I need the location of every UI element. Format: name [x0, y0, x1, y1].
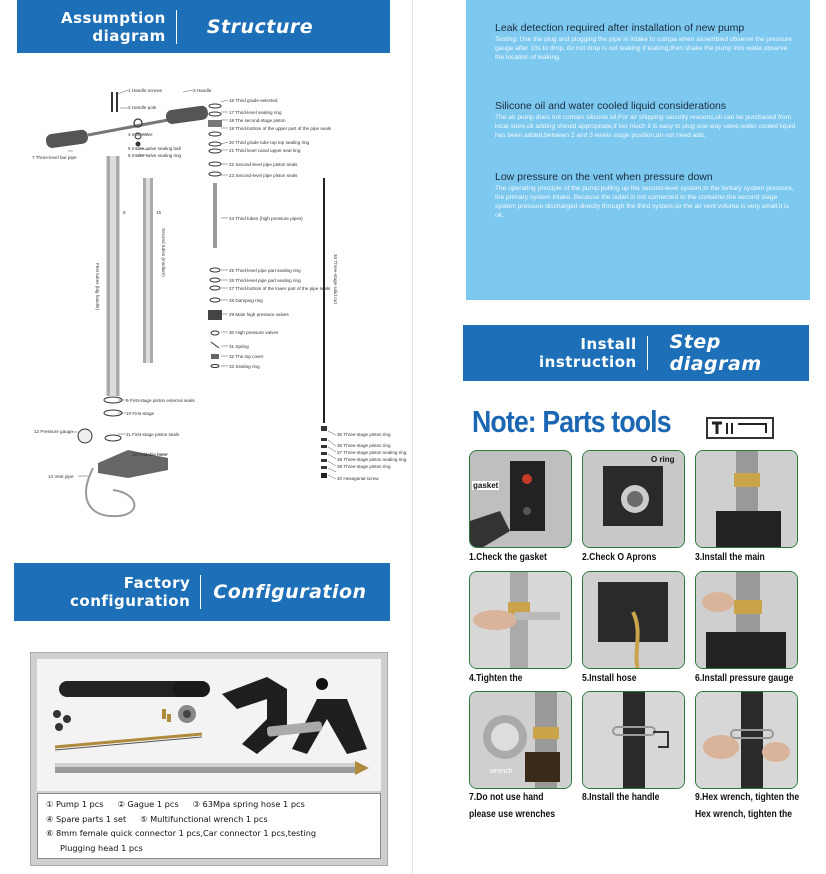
diagram-label: 37 Three-stage piston sealing ring [337, 450, 407, 455]
spacer [495, 62, 796, 92]
config-item: ⑥ 8mm female quick connector 1 pcs,Car connector 1 pcs,testing [46, 828, 317, 838]
config-row [46, 826, 372, 841]
diagram-label: 20 Third grade tube top top sealing ring [229, 140, 310, 145]
diagram-label: 17 Third-level sealing ring [229, 110, 282, 115]
parts-photo [37, 659, 381, 791]
install-step [582, 571, 685, 689]
configuration-banner-subtitle [70, 574, 190, 610]
diagram-label: 3 Handle [193, 88, 212, 93]
diagram-label: 30 High pressure valves [229, 330, 279, 335]
step-photo [695, 450, 798, 548]
diagram-label: 27 Third-bottom of the lower part of the pipe seals [229, 286, 331, 291]
foldable-base-part [222, 677, 287, 754]
step-photo [695, 571, 798, 669]
banner-divider [176, 10, 177, 44]
diagram-label: 29 Main high pressure valves [229, 312, 289, 317]
diagram-label: 4 Inlet valve [128, 132, 153, 137]
gasket-photo-label: gasket [473, 481, 499, 490]
step-diagram-banner [463, 325, 809, 381]
diagram-label: 24 Third tubes (high pressure pipes) [229, 216, 303, 221]
diagram-label: 8 [123, 210, 126, 215]
configuration-banner [14, 563, 390, 621]
exploded-structure-diagram [18, 78, 407, 548]
wrench-photo-label: wrench [490, 768, 513, 775]
diagram-label: 23 Second-level pipe piston seals [229, 173, 298, 178]
diagram-label: 38 Three-stage piston sealing ring [337, 457, 407, 462]
configuration-sub-line2: configuration [70, 592, 191, 610]
diagram-label: 32 The top cover [229, 354, 264, 359]
notice-text: Testing: Use the plug and plugging the pipe in intake to compa when assembled observe the pressure gauge after 10s to drop, do not drop is not leaking if leaking,then shake the pump into water,observe the location of leaking. [495, 36, 792, 62]
hose-part [55, 734, 202, 747]
step-photo [469, 691, 572, 789]
config-row [46, 797, 372, 812]
install-steps-grid [469, 450, 809, 840]
notice-heading: Silicone oil and water cooled liquid considerations [495, 100, 727, 113]
config-item: ④ Spare parts 1 set [46, 813, 127, 824]
banner-divider [200, 575, 201, 609]
install-step [469, 571, 572, 689]
config-row [46, 841, 372, 856]
diagram-label: 22 Second-level pipe piston seals [229, 162, 298, 167]
diagram-label: 15 [156, 210, 162, 215]
diagram-label: 12 Pressure gauge [34, 429, 73, 434]
config-item: ① Pump 1 pcs [46, 799, 104, 809]
structure-banner-title: Structure [206, 15, 314, 38]
step-banner-title: Step diagram [669, 331, 762, 375]
diagram-label: Second tubes (medium) [161, 228, 166, 277]
config-item: ⑤ Multifunctional wrench 1 pcs [140, 813, 268, 824]
structure-sub-line1: Assumption [61, 8, 166, 27]
diagram-label: First tubes (big handle) [95, 263, 100, 310]
diagram-label: 28 Damping ring [229, 298, 263, 303]
step-sub-line1: Install [580, 335, 637, 353]
diagram-label: 13 Foldable base [132, 452, 168, 457]
step-photo [695, 691, 798, 789]
step-caption: 7.Do not use hand [469, 792, 544, 803]
parts-illustration [37, 659, 381, 791]
step-sub-line2: instruction [539, 353, 637, 371]
step-caption: 4.Tighten the [469, 673, 523, 684]
diagram-label: 34 Three-stage solid rod [333, 254, 338, 304]
diagram-label: 6 Intake valve sealing ring [128, 153, 182, 158]
step-caption: 5.Install hose [582, 673, 637, 684]
install-step [695, 450, 798, 568]
notice-text: The air pump does not contain silicone oil,For air shipping security reasons,oil can be purchased from local store,oil adding should appropriate,if too much it is easy to plug one-way valve,water cooled liquid has been added,between 2 and 3 levels stage position,do not need add. [495, 114, 796, 140]
step-caption: 6.Install pressure gauge [695, 673, 794, 684]
diagram-label: 39 Three-stage piston ring [337, 464, 391, 469]
tools-icon [706, 417, 774, 439]
diagram-label: 2 Handle pole [128, 105, 157, 110]
install-step [469, 450, 572, 568]
handle-drawing [45, 92, 209, 149]
diagram-label: 36 Three-stage piston ring [337, 443, 391, 448]
diagram-label: 33 Sealing ring [229, 364, 260, 369]
step-caption: 2.Check O Aprons [582, 552, 657, 563]
step-caption: 8.Install the handle [582, 792, 660, 803]
configuration-sub-line1: Factory [123, 574, 191, 592]
diagram-label: 7 Three-level bar pipe [32, 155, 77, 160]
config-item: ③ 63Mpa spring hose 1 pcs [192, 799, 305, 809]
spacer [495, 141, 796, 163]
step-photo [469, 571, 572, 669]
note-title: Note: Parts tools [472, 404, 671, 439]
diagram-label: 14 Vent pipe [48, 474, 74, 479]
step-caption: 3.Install the main [695, 552, 765, 563]
notice-heading: Low pressure on the vent when pressure down [495, 170, 713, 183]
config-row [46, 812, 372, 827]
step-caption: 1.Check the gasket [469, 552, 547, 563]
diagram-label: 5 Intake valve sealing ball [128, 146, 181, 151]
step-photo [582, 571, 685, 669]
step-photo [582, 691, 685, 789]
base-drawing [78, 429, 168, 516]
diagram-label: 25 Third-level pipe part sealing ring [229, 268, 301, 273]
diagram-label: 1 Handle screws [128, 88, 162, 93]
banner-divider [647, 336, 648, 370]
install-step [469, 691, 572, 823]
diagram-label: 11 First-stage piston seals [126, 432, 180, 437]
step-caption-line2: please use wrenches [469, 809, 556, 820]
diagram-label: 35 Three-stage piston ring [337, 432, 391, 437]
structure-banner [17, 0, 390, 53]
configuration-banner-title: Configuration [213, 581, 367, 603]
diagram-label: 16 Third grade-selected [229, 98, 278, 103]
diagram-label: 19 Third-bottom of the upper part of the pipe seals [229, 126, 332, 131]
diagram-label: 18 The second-stage piston [229, 118, 286, 123]
notice-heading: Leak detection required after installation of new pump [495, 22, 745, 34]
step-caption: 9.Hex wrench, tighten the [695, 792, 800, 803]
diagram-label: 21 Third level canal upper seal ring [229, 148, 301, 153]
step-caption-line2: Hex wrench, tighten the [695, 809, 793, 820]
config-item: ② Gague 1 pcs [117, 799, 179, 809]
install-step [582, 691, 685, 806]
step-banner-subtitle [539, 335, 637, 371]
configuration-list [37, 793, 381, 859]
diagram-label: 10 First-stage [126, 411, 155, 416]
diagram-label: 31 Spring [229, 344, 249, 349]
o-ring-photo-label: O ring [651, 455, 675, 464]
install-step [695, 571, 798, 689]
install-step [582, 450, 685, 568]
structure-banner-subtitle [61, 9, 166, 45]
notice-text: The operating principle of the pump:pulling up the second-level system,to the tertiary system pressure, the primary system intake. Because the outlet is not connected to the container,the second stage system pressure discharged directly through the third system,so the air vent volume is very small,it is ok. [495, 184, 794, 219]
step-photo [469, 450, 572, 548]
config-item: Plugging head 1 pcs [60, 842, 143, 853]
notice-box [466, 0, 810, 300]
diagram-label: 40 Hexagonal screw [337, 476, 379, 481]
step-photo [582, 450, 685, 548]
structure-sub-line2: diagram [92, 26, 166, 45]
solid-rod-drawing [321, 178, 327, 478]
third-tube-drawing [208, 104, 222, 368]
diagram-label: 9 First-stage piston external seals [126, 398, 195, 403]
right-panel [413, 0, 826, 874]
first-tube-drawing [104, 156, 122, 416]
install-step [695, 691, 798, 823]
diagram-label: 26 Third-level pipe part sealing ring [229, 278, 301, 283]
factory-configuration-photo [30, 652, 388, 866]
